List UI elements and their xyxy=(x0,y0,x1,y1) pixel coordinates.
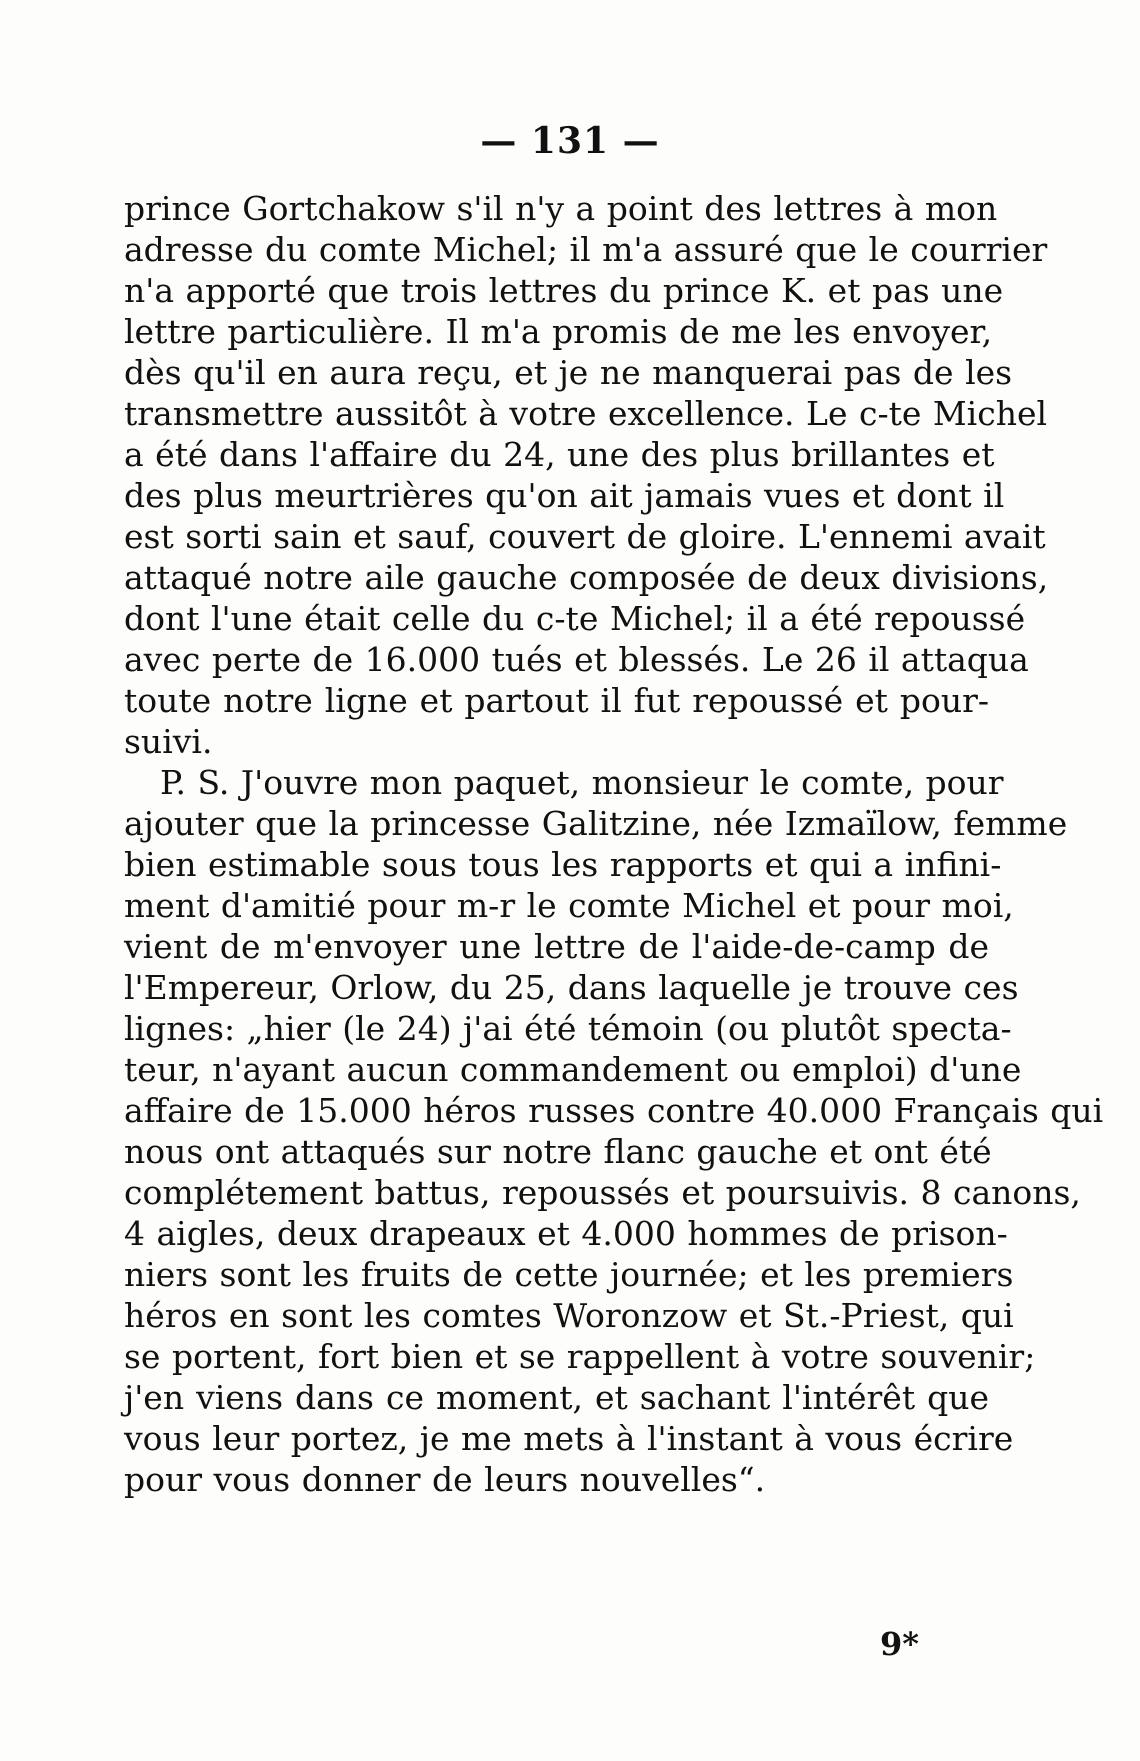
text-line: héros en sont les comtes Woronzow et St.-Priest, qui xyxy=(124,1296,1014,1335)
text-line: P. S. J'ouvre mon paquet, monsieur le comte, pour xyxy=(160,763,1004,802)
text-line: prince Gortchakow s'il n'y a point des lettres à mon xyxy=(124,189,998,228)
text-line: est sorti sain et sauf, couvert de gloire. L'ennemi avait xyxy=(124,517,1046,556)
text-line: 4 aigles, deux drapeaux et 4.000 hommes de prison- xyxy=(124,1214,1008,1253)
text-line: complétement battus, repoussés et poursuivis. 8 canons, xyxy=(124,1173,1081,1212)
text-line: des plus meurtrières qu'on ait jamais vues et dont il xyxy=(124,476,1005,515)
text-line: transmettre aussitôt à votre excellence. Le c-te Michel xyxy=(124,394,1048,433)
text-line: nous ont attaqués sur notre flanc gauche et ont été xyxy=(124,1132,992,1171)
body-text xyxy=(124,188,1104,1500)
text-line: attaqué notre aile gauche composée de deux divisions, xyxy=(124,558,1049,597)
text-line: pour vous donner de leurs nouvelles“. xyxy=(124,1460,766,1499)
signature-mark: 9* xyxy=(880,1625,919,1663)
page-number: — 131 — xyxy=(480,120,660,162)
text-line: lettre particulière. Il m'a promis de me les envoyer, xyxy=(124,312,993,351)
text-line: affaire de 15.000 héros russes contre 40.000 Français qui xyxy=(124,1091,1104,1130)
text-line: lignes: „hier (le 24) j'ai été témoin (ou plutôt specta- xyxy=(124,1009,1012,1048)
text-line: se portent, fort bien et se rappellent à votre souvenir; xyxy=(124,1337,1036,1376)
text-line: l'Empereur, Orlow, du 25, dans laquelle je trouve ces xyxy=(124,968,1019,1007)
text-line: dont l'une était celle du c-te Michel; il a été repoussé xyxy=(124,599,1026,638)
text-line: ment d'amitié pour m-r le comte Michel et pour moi, xyxy=(124,886,1014,925)
text-line: avec perte de 16.000 tués et blessés. Le 26 il attaqua xyxy=(124,640,1029,679)
text-line: dès qu'il en aura reçu, et je ne manquerai pas de les xyxy=(124,353,1013,392)
text-line: teur, n'ayant aucun commandement ou emploi) d'une xyxy=(124,1050,1022,1089)
text-line: adresse du comte Michel; il m'a assuré que le courrier xyxy=(124,230,1048,269)
text-line: a été dans l'affaire du 24, une des plus brillantes et xyxy=(124,435,995,474)
text-line: ajouter que la princesse Galitzine, née Izmaïlow, femme xyxy=(124,804,1068,843)
text-line: vient de m'envoyer une lettre de l'aide-de-camp de xyxy=(124,927,989,966)
text-line: n'a apporté que trois lettres du prince K. et pas une xyxy=(124,271,1004,310)
text-line: bien estimable sous tous les rapports et qui a infini- xyxy=(124,845,1002,884)
text-line: niers sont les fruits de cette journée; et les premiers xyxy=(124,1255,1014,1294)
text-line: j'en viens dans ce moment, et sachant l'intérêt que xyxy=(124,1378,989,1417)
text-line: vous leur portez, je me mets à l'instant à vous écrire xyxy=(124,1419,1014,1458)
text-line: suivi. xyxy=(124,722,213,761)
text-line: toute notre ligne et partout il fut repoussé et pour- xyxy=(124,681,989,720)
